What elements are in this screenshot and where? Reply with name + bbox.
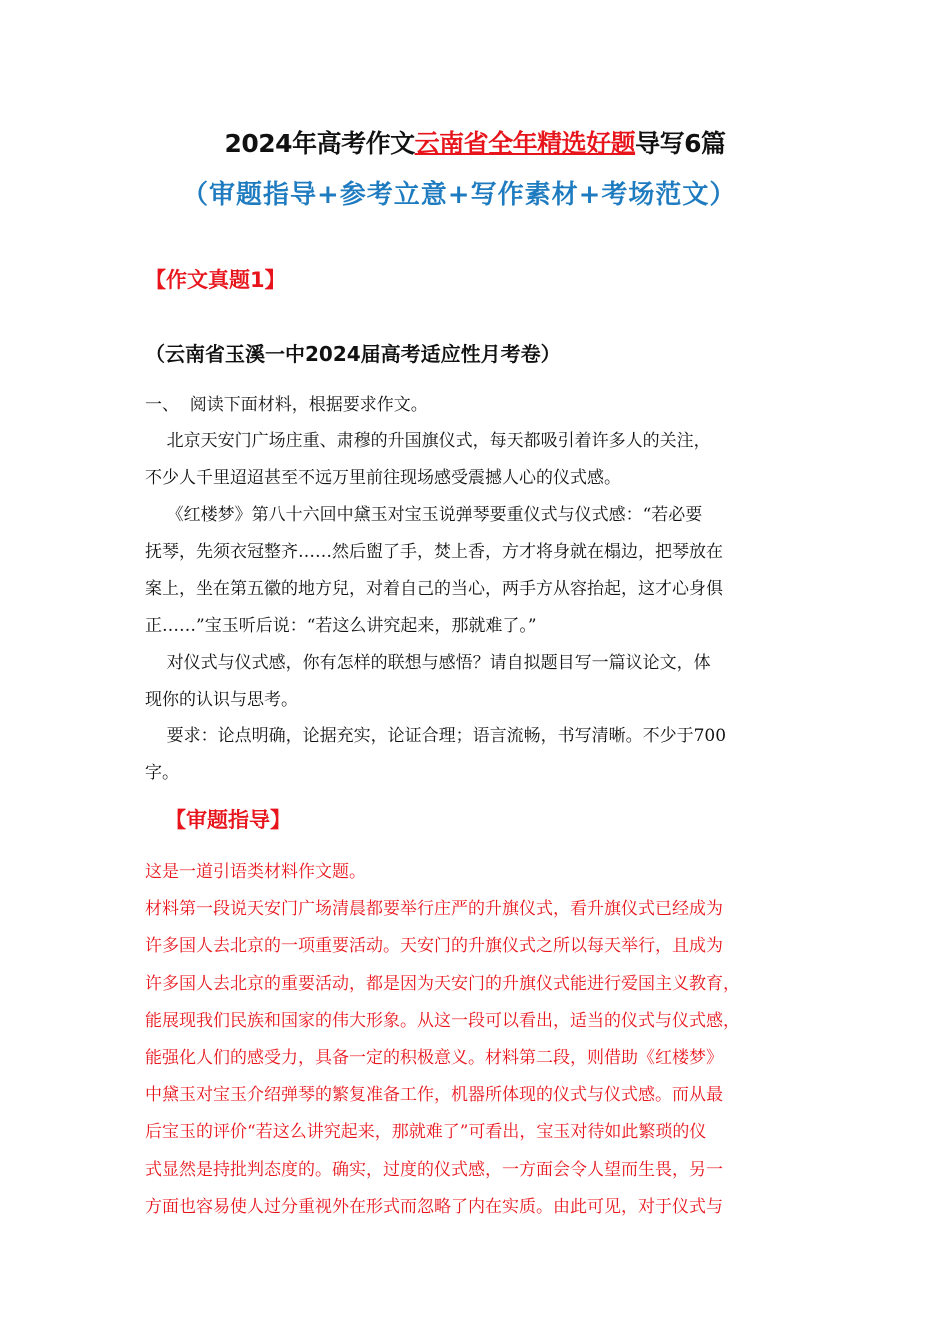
section-heading-question: 【作文真题1】: [145, 268, 286, 292]
question-source: （云南省玉溪一中2024届高考适应性月考卷）: [145, 342, 561, 366]
material-line: 正……”宝玉听后说：“若这么讲究起来，那就难了。”: [145, 616, 537, 636]
material-line: 现你的认识与思考。: [145, 690, 298, 710]
guide-line: 材料第一段说天安门广场清晨都要举行庄严的升旗仪式，看升旗仪式已经成为: [145, 899, 723, 920]
material-line: 北京天安门广场庄重、肃穆的升国旗仪式，每天都吸引着许多人的关注，: [145, 431, 711, 451]
material-line: 抚琴，先须衣冠整齐……然后盥了手，焚上香，方才将身就在榻边，把琴放在: [145, 542, 723, 562]
material-line: 要求：论点明确，论据充实，论证合理；语言流畅，书写清晰。不少于700: [145, 726, 727, 746]
guide-line: 这是一道引语类材料作文题。: [145, 862, 366, 882]
guide-line: 许多国人去北京的一项重要活动。天安门的升旗仪式之所以每天举行，且成为: [145, 936, 723, 957]
material-line: 《红楼梦》第八十六回中黛玉对宝玉说弹琴要重仪式与仪式感：“若必要: [145, 505, 703, 525]
material-line: 案上，坐在第五徽的地方兒，对着自己的当心，两手方从容抬起，这才心身俱: [145, 579, 723, 599]
guide-line: 许多国人去北京的重要活动，都是因为天安门的升旗仪式能进行爱国主义教育，: [145, 973, 740, 994]
guide-line: 中黛玉对宝玉介绍弹琴的繁复准备工作，机器所体现的仪式与仪式感。而从最: [145, 1085, 723, 1106]
guide-line: 能展现我们民族和国家的伟大形象。从这一段可以看出，适当的仪式与仪式感，: [145, 1010, 740, 1031]
material-line: 一、 阅读下面材料，根据要求作文。: [145, 395, 428, 415]
material-line: 对仪式与仪式感，你有怎样的联想与感悟？请自拟题目写一篇议论文，体: [145, 653, 711, 673]
guide-line: 式显然是持批判态度的。确实，过度的仪式感，一方面会令人望而生畏，另一: [145, 1159, 723, 1180]
material-line: 字。: [145, 763, 179, 783]
title-highlight: 云南省全年精选好题: [414, 129, 636, 158]
guide-line: 能强化人们的感受力，具备一定的积极意义。材料第二段，则借助《红楼梦》: [145, 1048, 723, 1068]
material-line: 不少人千里迢迢甚至不远万里前往现场感受震撼人心的仪式感。: [145, 468, 621, 488]
document-subtitle: （审题指导+参考立意+写作素材+考场范文）: [182, 180, 737, 210]
guide-line: 后宝玉的评价“若这么讲究起来，那就难了”可看出，宝玉对待如此繁琐的仪: [145, 1122, 707, 1143]
title-prefix: 2024年高考作文: [224, 129, 415, 158]
guide-line: 方面也容易使人过分重视外在形式而忽略了内在实质。由此可见，对于仪式与: [145, 1196, 723, 1217]
title-suffix: 导写6篇: [635, 129, 726, 158]
document-title: [0, 124, 950, 160]
section-heading-guide: 【审题指导】: [165, 808, 291, 832]
